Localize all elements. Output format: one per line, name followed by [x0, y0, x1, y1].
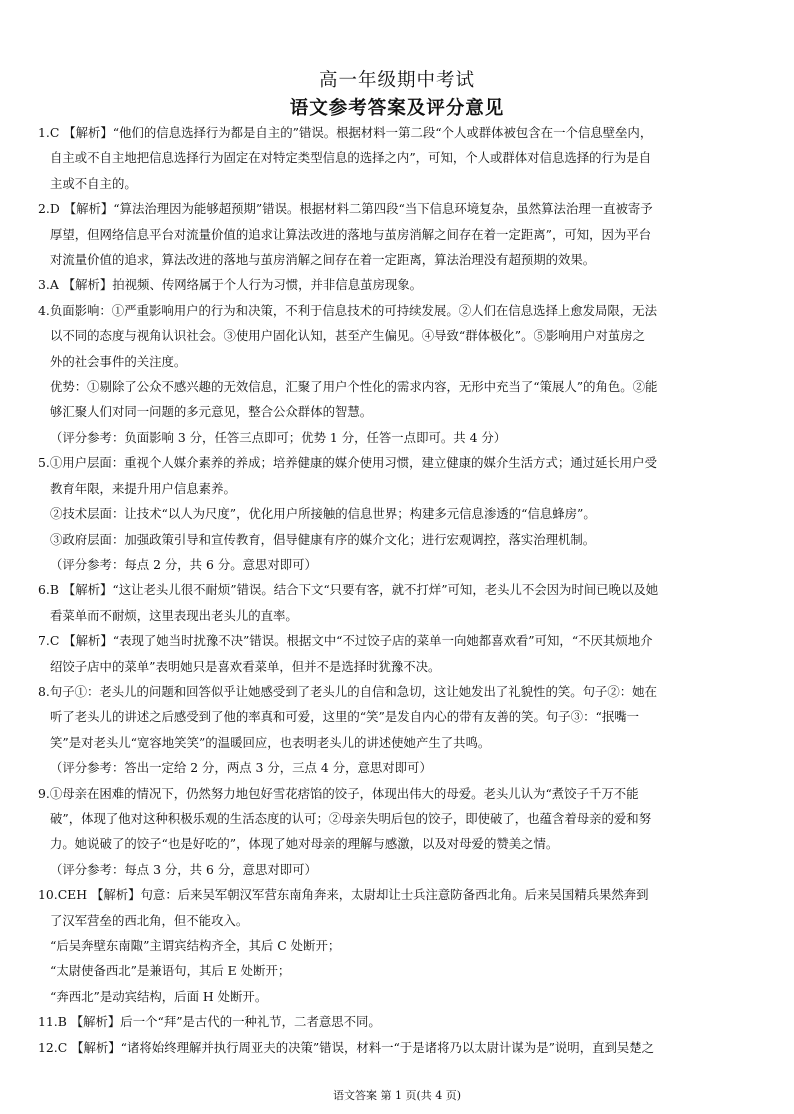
scoring-note: （评分参考：每点 3 分，共 6 分，意思对即可）	[50, 861, 317, 877]
page-footer: 语文答案 第 1 页(共 4 页)	[332, 1089, 462, 1102]
text-line: 以不同的态度与视角认识社会。③使用户固化认知，甚至产生偏见。④导致“群体极化”。⑤影响用户对茧房之	[50, 328, 646, 344]
text-line: 破”，体现了他对这种积极乐观的生活态度的认可；②母亲失明后包的饺子，即使破了，也蕴含着母亲的爱和努	[50, 810, 652, 826]
answer-body	[38, 120, 760, 1060]
text-line: 自主或不自主地把信息选择行为固定在对特定类型信息的选择之内”，可知，个人或群体对信息选择的行为是自	[50, 150, 652, 166]
text-line: “太尉使备西北”是兼语句，其后 E 处断开；	[50, 963, 291, 979]
text-line: 外的社会事件的关注度。	[50, 353, 187, 369]
text-line: 优势：①剔除了公众不感兴趣的无效信息，汇聚了用户个性化的需求内容，无形中充当了“策展人”的角色。②能	[50, 379, 658, 395]
text-line: 主或不自主的。	[50, 175, 137, 191]
text-line: 3.A 【解析】拍视频、传网络属于个人行为习惯，并非信息茧房现象。	[38, 277, 423, 293]
text-line: 8.句子①：老头儿的问题和回答似乎让她感受到了老头儿的自信和急切，这让她发出了礼貌性的笑。句子②：她在	[38, 683, 657, 699]
page-title: 高一年级期中考试	[318, 70, 475, 91]
answer-item-8	[38, 679, 760, 781]
answer-item-1	[38, 120, 760, 196]
text-line: ③政府层面：加强政策引导和宣传教育，倡导健康有序的媒介文化；进行宏观调控，落实治理机制。	[50, 531, 596, 547]
text-line: “奔西北”是动宾结构，后面 H 处断开。	[50, 988, 268, 1004]
text-line: 6.B 【解析】“这让老头儿很不耐烦”错误。结合下文“只要有客，就不打烊”可知，老头儿不会因为时间已晚以及她	[38, 582, 659, 598]
text-line: “后吴奔壁东南陬”主谓宾结构齐全，其后 C 处断开；	[50, 938, 341, 953]
answer-item-2	[38, 196, 760, 272]
text-line: 10.CEH 【解析】句意：后来吴军朝汉军营东南角奔来，太尉却让士兵注意防备西北角。后来吴国精兵果然奔到	[38, 887, 649, 903]
answer-item-7	[38, 628, 760, 679]
text-line: 看菜单而不耐烦，这里表现出老头儿的直率。	[50, 607, 298, 623]
scoring-note: （评分参考：负面影响 3 分，任答三点即可；优势 1 分，任答一点即可。共 4 分）	[50, 429, 507, 445]
text-line: 力。她说破了的饺子“也是好吃的”，体现了她对母亲的理解与感激，以及对母爱的赞美之情。	[50, 836, 559, 852]
answer-item-11	[38, 1009, 760, 1034]
text-line: ②技术层面：让技术“以人为尺度”，优化用户所接触的信息世界；构建多元信息渗透的“信息蜂房”。	[50, 506, 596, 522]
scoring-note: （评分参考：答出一定给 2 分，两点 3 分，三点 4 分，意思对即可）	[50, 760, 432, 776]
answer-item-5	[38, 450, 760, 577]
text-line: 绍饺子店中的菜单”表明她只是喜欢看菜单，但并不是选择时犹豫不决。	[50, 658, 441, 674]
text-line: 2.D 【解析】“算法治理因为能够超预期”错误。根据材料二第四段“当下信息环境复杂，虽然算法治理一直被寄予	[38, 201, 653, 217]
answer-item-9	[38, 781, 760, 883]
text-line: 听了老头儿的讲述之后感受到了他的率真和可爱，这里的“笑”是发自内心的带有友善的笑。句子③：“抿嘴一	[50, 709, 639, 725]
page-subtitle: 语文参考答案及评分意见	[289, 98, 505, 119]
text-line: 12.C 【解析】“诸将始终理解并执行周亚夫的决策”错误，材料一“于是诸将乃以太尉计谋为是”说明，直到吴楚之	[38, 1039, 655, 1055]
text-line: 了汉军营垒的西北角，但不能攻入。	[50, 912, 249, 928]
text-line: 5.①用户层面：重视个人媒介素养的养成；培养健康的媒介使用习惯，建立健康的媒介生活方式；通过延长用户受	[38, 455, 657, 471]
text-line: 教育年限，来提升用户信息素养。	[50, 480, 236, 496]
text-line: 厚望，但网络信息平台对流量价值的追求让算法改进的落地与茧房消解之间存在着一定距离”，可知，因为平台	[50, 226, 652, 242]
answer-item-12	[38, 1035, 760, 1060]
answer-item-6	[38, 577, 760, 628]
text-line: 对流量价值的追求，算法改进的落地与茧房消解之间存在着一定距离，算法治理没有超预期的效果。	[50, 252, 596, 268]
text-line: 1.C 【解析】“他们的信息选择行为都是自主的”错误。根据材料一第二段“个人或群体被包含在一个信息壁垒内，	[38, 125, 653, 140]
text-line: 11.B 【解析】后一个“拜”是古代的一种礼节，二者意思不同。	[38, 1014, 381, 1030]
answer-item-3	[38, 272, 760, 297]
scoring-note: （评分参考：每点 2 分，共 6 分。意思对即可）	[50, 556, 317, 572]
text-line: 够汇聚人们对同一问题的多元意见，整合公众群体的智慧。	[50, 404, 373, 420]
text-line: 9.①母亲在困难的情况下，仍然努力地包好雪花痞馅的饺子，体现出伟大的母爱。老头儿认为“煮饺子千万不能	[38, 785, 639, 801]
answer-item-10	[38, 882, 760, 1009]
text-line: 4.负面影响：①严重影响用户的行为和决策，不利于信息技术的可持续发展。②人们在信息选择上愈发局限，无法	[38, 302, 657, 318]
text-line: 7.C 【解析】“表现了她当时扰豫不决”错误。根据文中“不过饺子店的菜单一向她都喜欢看”可知，“不厌其烦地介	[38, 633, 653, 649]
answer-item-4	[38, 298, 760, 450]
text-line: 笑”是对老头儿“宽容地笑笑”的温暖回应，也表明老头儿的讲述使她产生了共鸣。	[50, 734, 491, 750]
